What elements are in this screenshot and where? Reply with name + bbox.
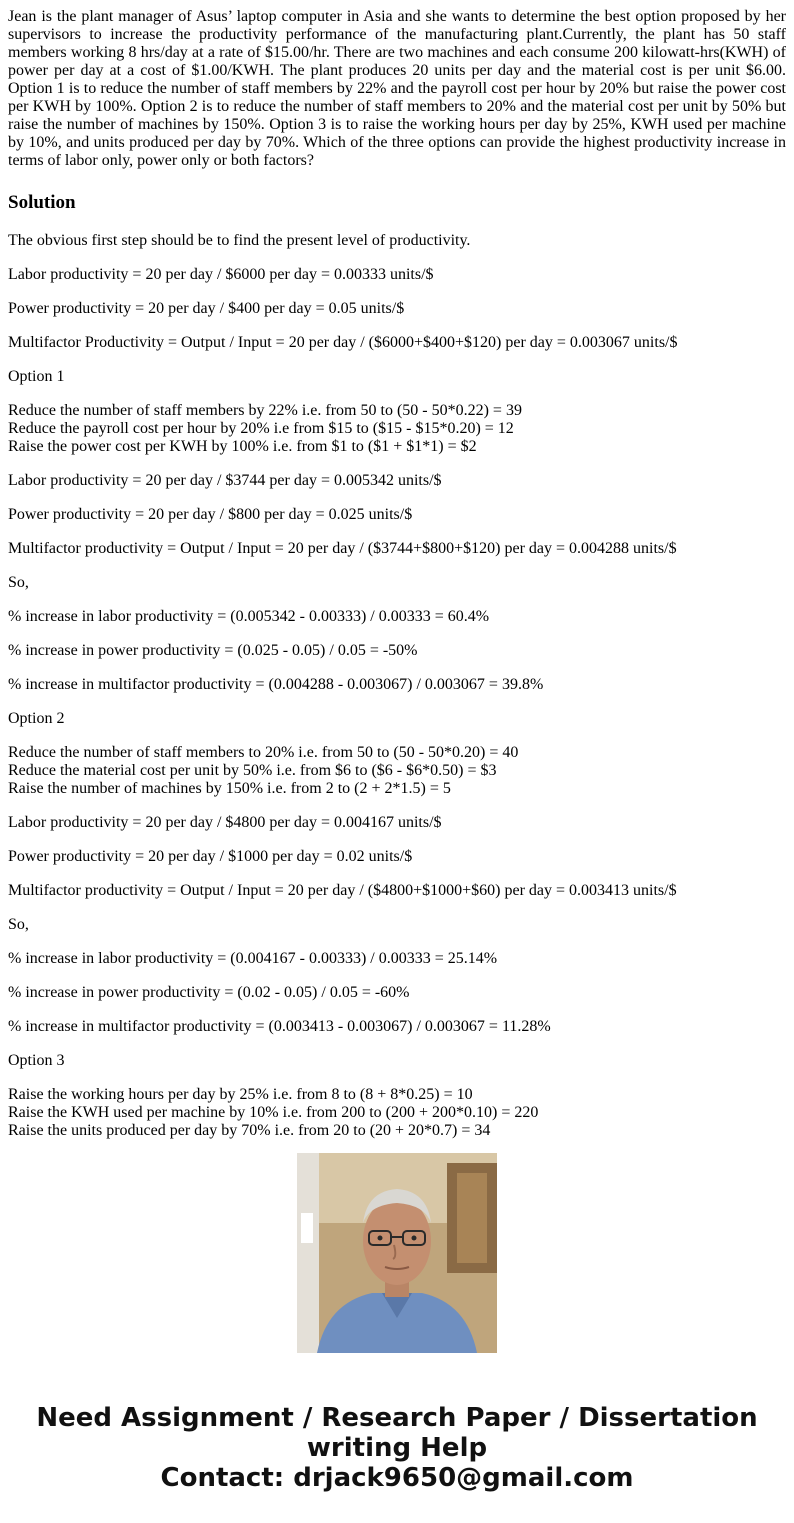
solution-line: Labor productivity = 20 per day / $4800 per day = 0.004167 units/$ — [8, 814, 442, 831]
solution-line: So, — [8, 916, 29, 933]
solution-line: Option 1 — [8, 368, 65, 385]
solution-line: Labor productivity = 20 per day / $3744 per day = 0.005342 units/$ — [8, 472, 442, 489]
solution-line: Option 3 — [8, 1052, 65, 1069]
solution-line: Power productivity = 20 per day / $400 per day = 0.05 units/$ — [8, 300, 405, 317]
solution-paragraph — [8, 608, 786, 626]
solution-paragraph — [8, 882, 786, 900]
solution-line: Multifactor Productivity = Output / Input = 20 per day / ($6000+$400+$120) per day = 0.003067 units/$ — [8, 334, 678, 351]
solution-line: Raise the working hours per day by 25% i.e. from 8 to (8 + 8*0.25) = 10 — [8, 1086, 473, 1103]
solution-line: Raise the units produced per day by 70% i.e. from 20 to (20 + 20*0.7) = 34 — [8, 1122, 491, 1139]
solution-line: Power productivity = 20 per day / $1000 per day = 0.02 units/$ — [8, 848, 413, 865]
solution-line: Multifactor productivity = Output / Input = 20 per day / ($3744+$800+$120) per day = 0.004288 units/$ — [8, 540, 677, 557]
solution-paragraph — [8, 506, 786, 524]
solution-paragraph — [8, 232, 786, 250]
solution-paragraph — [8, 1018, 786, 1036]
promo-line-1: Need Assignment / Research Paper / Dissertation — [36, 1403, 758, 1433]
solution-paragraph — [8, 984, 786, 1002]
solution-line: Reduce the number of staff members to 20% i.e. from 50 to (50 - 50*0.20) = 40 — [8, 744, 519, 761]
solution-heading: Solution — [8, 192, 76, 213]
solution-paragraph — [8, 1086, 786, 1140]
solution-line: % increase in multifactor productivity = (0.003413 - 0.003067) / 0.003067 = 11.28% — [8, 1018, 551, 1035]
solution-line: % increase in labor productivity = (0.005342 - 0.00333) / 0.00333 = 60.4% — [8, 608, 490, 625]
solution-line: Reduce the material cost per unit by 50% i.e. from $6 to ($6 - $6*0.50) = $3 — [8, 762, 497, 779]
solution-paragraph — [8, 744, 786, 798]
promo-contact: Contact: drjack9650@gmail.com — [160, 1463, 634, 1493]
solution-line: Option 2 — [8, 710, 65, 727]
solution-paragraph — [8, 574, 786, 592]
solution-line: Labor productivity = 20 per day / $6000 per day = 0.00333 units/$ — [8, 266, 434, 283]
solution-line: Reduce the payroll cost per hour by 20% i.e from $15 to ($15 - $15*0.20) = 12 — [8, 420, 514, 437]
solution-line: Power productivity = 20 per day / $800 per day = 0.025 units/$ — [8, 506, 413, 523]
solution-line: Raise the KWH used per machine by 10% i.e. from 200 to (200 + 200*0.10) = 220 — [8, 1104, 539, 1121]
promo-line-2: writing Help — [306, 1433, 488, 1463]
solution-line: Raise the number of machines by 150% i.e. from 2 to (2 + 2*1.5) = 5 — [8, 780, 451, 797]
solution-line: % increase in power productivity = (0.02 - 0.05) / 0.05 = -60% — [8, 984, 410, 1001]
person-portrait-icon — [297, 1153, 497, 1353]
solution-paragraph — [8, 300, 786, 318]
question-text: Jean is the plant manager of Asus’ laptop computer in Asia and she wants to determine the best option proposed by her supervisors to increase the productivity performance of the manufacturing plant.Currently, the plant has 50 staff members working 8 hrs/day at a rate of $15.00/hr. There are two machines and each consume 200 kilowatt-hrs(KWH) of power per day at a cost of $1.00/KWH. The plant produces 20 units per day and the material cost is per unit $6.00. Option 1 is to reduce the number of staff members by 22% and the payroll cost per hour by 20% but raise the power cost per KWH by 100%. Option 2 is to reduce the number of staff members to 20% and the material cost per unit by 50% but raise the number of machines by 150%. Option 3 is to raise the working hours per day by 25%, KWH used per machine by 10%, and units produced per day by 70%. Which of the three options can provide the highest productivity increase in terms of labor only, power only or both factors? — [8, 8, 786, 169]
solution-line: So, — [8, 574, 29, 591]
solution-line: % increase in power productivity = (0.025 - 0.05) / 0.05 = -50% — [8, 642, 418, 659]
solution-paragraph — [8, 1052, 786, 1070]
solution-line: Reduce the number of staff members by 22% i.e. from 50 to (50 - 50*0.22) = 39 — [8, 402, 522, 419]
solution-paragraph — [8, 676, 786, 694]
solution-paragraph — [8, 540, 786, 558]
solution-paragraph — [8, 710, 786, 728]
solution-paragraph — [8, 642, 786, 660]
solution-line: % increase in labor productivity = (0.004167 - 0.00333) / 0.00333 = 25.14% — [8, 950, 498, 967]
solution-line: % increase in multifactor productivity = (0.004288 - 0.003067) / 0.003067 = 39.8% — [8, 676, 544, 693]
document-body — [8, 0, 786, 1139]
solution-line: The obvious first step should be to find the present level of productivity. — [8, 232, 471, 249]
solution-paragraph — [8, 368, 786, 386]
solution-paragraph — [8, 848, 786, 866]
solution-paragraph — [8, 266, 786, 284]
solution-paragraph — [8, 916, 786, 934]
solution-paragraph — [8, 472, 786, 490]
solution-line: Raise the power cost per KWH by 100% i.e. from $1 to ($1 + $1*1) = $2 — [8, 438, 477, 455]
solution-paragraph — [8, 402, 786, 456]
solution-paragraph — [8, 334, 786, 352]
author-avatar — [297, 1153, 497, 1353]
solution-paragraph — [8, 814, 786, 832]
solution-paragraph — [8, 950, 786, 968]
promo-banner — [0, 1403, 794, 1493]
solution-paragraphs — [8, 232, 786, 1140]
solution-line: Multifactor productivity = Output / Input = 20 per day / ($4800+$1000+$60) per day = 0.003413 units/$ — [8, 882, 677, 899]
